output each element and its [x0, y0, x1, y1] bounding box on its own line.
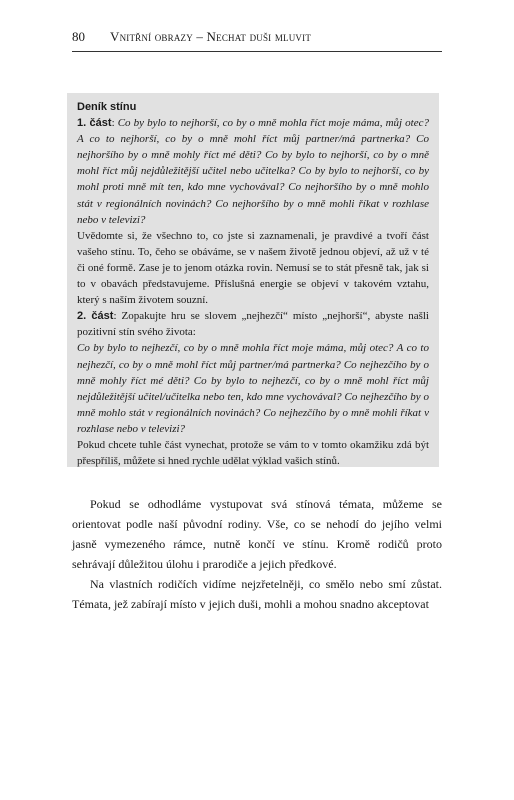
- part2-instruction: Zopakujte hru se slovem „nejhezčí“ místo „nejhorší“, abyste našli pozitivní stín svého života:: [77, 310, 429, 339]
- part1-question-block: 1. část: Co by bylo to nejhorší, co by o mně mohla říct moje máma, můj otec? A co to nejhorší, co by o mně mohl říct můj partner/má partnerka? Co nejhoršího by o mně mohly říct mé děti? Co by bylo to nejhorší, co by o mně mohl říct můj nejdůležitější učitel nebo učitelka? Co by bylo to nejhorší, co by mohl proti mně mít ten, kdo mne vychovával? Co nejhoršího by o mně mohlo stát v regionálních novinách? Co nejhoršího by o mně mohli říkat v rozhlase nebo v televizi?: [77, 117, 429, 226]
- paragraph: Pokud se odhodláme vystupovat svá stínová témata, můžeme se orientovat podle naší původní rodiny. Vše, co se nehodí do jejího velmi jasně vymezeného rámce, nutně končí ve stínu. Kromě rodičů proto sehrávají důležitou úlohu i prarodiče a jejich předkové.: [72, 497, 442, 571]
- running-title: Vnitřní obrazy – Nechat duši mluvit: [110, 29, 312, 44]
- page-number: 80: [72, 29, 85, 44]
- body-text: [72, 494, 442, 614]
- part2-label: 2. část: [77, 310, 114, 323]
- part1-label: 1. část: [77, 117, 112, 130]
- part2-instruction-block: 2. část: Zopakujte hru se slovem „nejhezčí“ místo „nejhorší“, abyste našli pozitivní stín svého života:: [77, 310, 429, 339]
- part1-questions: Co by bylo to nejhorší, co by o mně mohla říct moje máma, můj otec? A co to nejhorší, co by o mně mohl říct můj partner/má partnerka? Co nejhoršího by o mně mohly říct mé děti? Co by bylo to nejhorší, co by o mně mohl říct můj nejdůležitější učitel nebo učitelka? Co by bylo to nejhorší, co by mohl proti mně mít ten, kdo mne vychovával? Co nejhoršího by o mně mohlo stát v regionálních novinách? Co nejhoršího by o mně mohli říkat v rozhlase nebo v televizi?: [77, 117, 429, 226]
- part2-questions: Co by bylo to nejhezčí, co by o mně mohla říct moje máma, můj otec? A co to nejhezčí, co by o mně mohl říct můj partner/má partnerka? Co nejhezčího by o mně mohly říct mé děti? Co by bylo to nejhezčí, co by o mně mohl říct můj nejdůležitější učitel/učitelka nebo ten, kdo mne vychovával? Co nejhezčího by o mně mohlo stát v regionálních novinách? Co nejhezčího by o mně mohli říkat v rozhlase nebo v televizi?: [77, 342, 429, 435]
- paragraph: Na vlastních rodičích vidíme nejzřetelněji, co smělo nebo smí zůstat. Témata, jež zabírají místo v jejich duši, mohli a mohou snadno akceptovat: [72, 577, 442, 611]
- part1-text: Uvědomte si, že všechno to, co jste si zaznamenali, je pravdivé a tvoří část vašeho stínu. To, čeho se obáváme, se v našem životě jednou objeví, až už v té či oné formě. Zase je to jenom otázka rovin. Nemusí se to stát přesně tak, jak si to v obavách představujeme. Příslušná energie se objeví v takovém vztahu, který s naším životem souzní.: [77, 229, 429, 307]
- closing-text: Pokud chcete tuhle část vynechat, protože se vám to v tomto okamžiku zdá být přespříliš, můžete si hned rychle udělat výklad vašich stínů.: [77, 438, 429, 468]
- box-title: Deník stínu: [77, 101, 137, 113]
- page-header: [72, 27, 442, 49]
- shadow-diary-box: [67, 93, 439, 467]
- header-rule: [72, 51, 442, 52]
